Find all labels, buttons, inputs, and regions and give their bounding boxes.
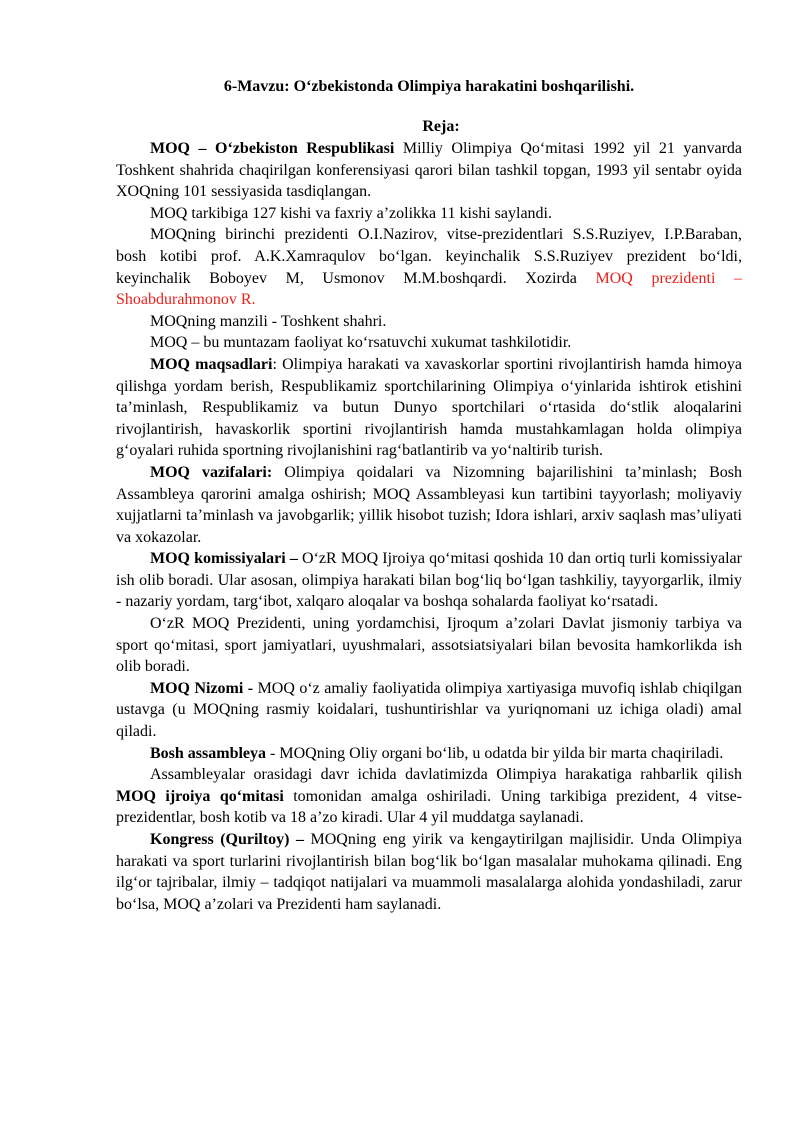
paragraph-lead-bold: MOQ maqsadlari xyxy=(150,355,273,373)
paragraph-congress xyxy=(116,829,742,915)
paragraph-lead-bold: Kongress (Quriltoy) – xyxy=(150,831,304,848)
paragraph-executive-committee xyxy=(116,764,742,829)
plan-heading: Reja: xyxy=(422,118,460,135)
paragraph-text: O‘zR MOQ Ijroiya qo‘mitasi qoshida 10 dan ortiq turli komissiyalar ish olib boradi. Ular asosan, olimpiya harakati bilan bog‘liq bo‘lgan tashkiliy, tayyorgarlik, ilmiy - nazariy yordam, targ‘ibot, xalqaro aloqalar va boshqa sohalarda faoliyat ko‘rsatadi. xyxy=(116,550,742,611)
paragraph-definition: MOQ – bu muntazam faoliyat ko‘rsatuvchi xukumat tashkilotidir. xyxy=(150,334,572,352)
paragraph-lead-bold: MOQ – O‘zbekiston Respublikasi xyxy=(150,140,395,157)
paragraph-lead-bold: Bosh assambleya xyxy=(150,744,267,762)
paragraph-charter xyxy=(116,678,742,743)
paragraph-text: Milliy Olimpiya Qo‘mitasi 1992 yil 21 yanvarda Toshkent shahrida chaqirilgan konferensiyasi qarori bilan tashkil topgan, 1993 yil sentabr oyida XOQning 101 sessiyasida tasdiqlangan. xyxy=(116,140,743,201)
paragraph-inline-bold: MOQ ijroiya qo‘mitasi xyxy=(116,787,284,805)
document-title: 6-Mavzu: O‘zbekistonda Olimpiya harakatini boshqarilishi. xyxy=(223,78,635,95)
paragraph-text: MOQning eng yirik va kengaytirilgan majlisidir. Unda Olimpiya harakati va sport turlarini rivojlantirish bilan bog‘lik bo‘lgan masalalar muhokama qilinadi. Eng ilg‘or tajribalar, ilmiy – tadqiqot natijalari va muammoli masalalarga alohida yondashiladi, zarur bo‘lsa, MOQ a’zolari va Prezidenti ham saylanadi. xyxy=(116,831,743,913)
paragraph-moq-intro xyxy=(116,138,742,203)
paragraph-text: MOQning birinchi prezidenti O.I.Nazirov, vitse-prezidentlari S.S.Ruziyev, I.P.Baraban, bosh kotibi prof. A.K.Xamraqulov bo‘lgan. keyinchalik S.S.Ruziyev prezident bo‘ldi, keyinchalik Boboyev M, Usmonov M.M.boshqardi. Xozirda xyxy=(116,226,742,287)
paragraph-text: tomonidan amalga oshiriladi. Uning tarkibiga prezident, 4 vitse-prezidentlar, bosh kotib va 18 a’zo kiradi. Ular 4 yil muddatga saylanadi. xyxy=(116,787,742,827)
paragraph-text: Assambleyalar orasidagi davr ichida davlatimizda Olimpiya harakatiga rahbarlik qilish xyxy=(150,766,742,784)
paragraph-text: MOQ o‘z amaliy faoliyatida olimpiya xartiyasiga muvofiq ishlab chiqilgan ustavga (u MOQning rasmiy koidalari, tushuntirishlar va yuriqnomani uz ichiga oladi) amal qiladi. xyxy=(116,679,742,741)
paragraph-lead-bold: MOQ vazifalari: xyxy=(150,463,273,481)
paragraph-address: MOQning manzili - Toshkent shahri. xyxy=(150,312,387,330)
paragraph-tasks xyxy=(116,462,742,548)
paragraph-commissions xyxy=(116,548,742,613)
paragraph-general-assembly xyxy=(116,743,742,765)
paragraph-text: : Olimpiya harakati va xavaskorlar sportini rivojlantirish hamda himoya qilishga yordam berish, Respublikamiz sportchilarining Olimpiya o‘yinlarida ishtirok etishini ta’minlash, Respublikamiz va butun Dunyo sportchilari o‘rtasida do‘stlik aloqalarini rivojlantirish, havaskorlik sportini rivojlantirish hamda mustahkamlagan holda olimpiya g‘oyalari ruhida sportning rivojlanishini rag‘batlantirib va yo‘naltirib turish. xyxy=(116,355,742,460)
paragraph-cooperation: O‘zR MOQ Prezidenti, uning yordamchisi, Ijroqum a’zolari Davlat jismoniy tarbiya va sport qo‘mitasi, sport jamiyatlari, uyushmalari, assotsiatsiyalari bilan bevosita hamkorlikda ish olib boradi. xyxy=(116,615,742,676)
paragraph-text: Olimpiya qoidalari va Nizomning bajarilishini ta’minlash; Bosh Assambleya qarorini amalga oshirish; MOQ Assambleyasi kun tartibini tayyorlash; moliyaviy xujjatlarni ta’minlash va javobgarlik; yillik hisobot tuzish; Idora ishlari, arxiv saqlash mas’uliyati va xokazolar. xyxy=(116,463,742,546)
current-president-highlight: MOQ prezidenti – Shoabdurahmonov R. xyxy=(116,269,743,309)
paragraph-lead-bold: MOQ komissiyalari – xyxy=(150,550,298,568)
paragraph-composition: MOQ tarkibiga 127 kishi va faxriy a’zolikka 11 kishi saylandi. xyxy=(150,204,552,222)
paragraph-presidents xyxy=(116,224,742,310)
paragraph-text: - MOQning Oliy organi bo‘lib, u odatda bir yilda bir marta chaqiriladi. xyxy=(266,744,724,762)
paragraph-lead-bold: MOQ Nizomi - xyxy=(150,679,254,697)
paragraph-goals xyxy=(116,354,742,462)
document-page xyxy=(116,76,742,915)
